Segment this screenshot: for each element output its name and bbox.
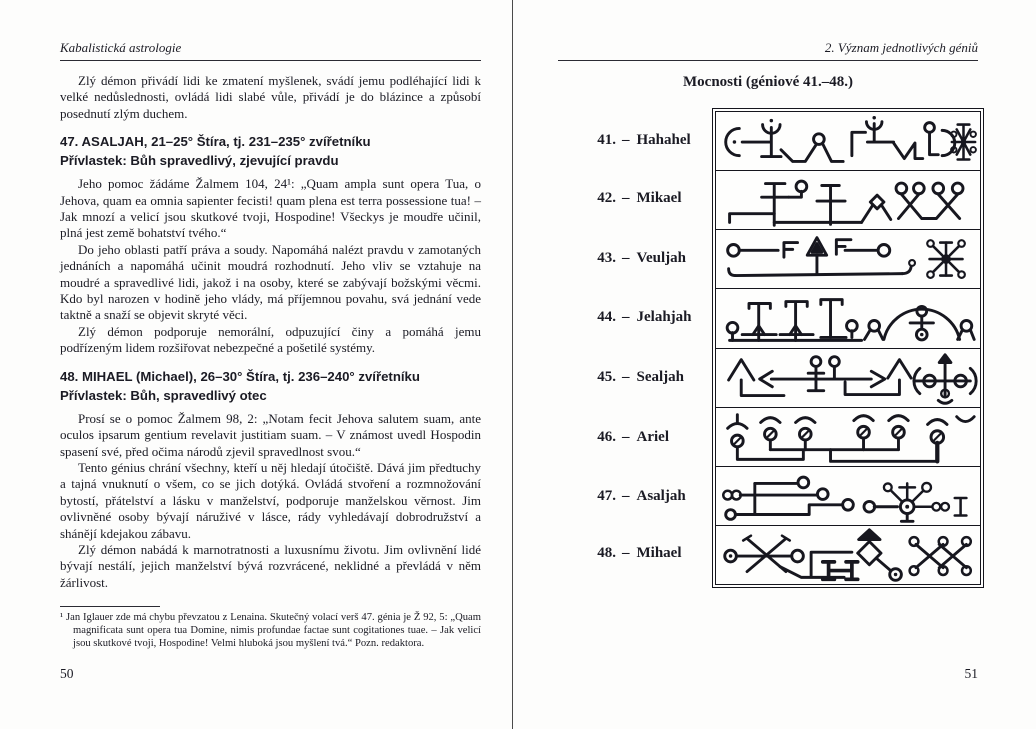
genius-separator: – [622,368,630,385]
genius-separator: – [622,544,630,561]
sigil-veuljah-icon [716,230,980,288]
paragraph: Prosí se o pomoc Žalmem 98, 2: „Notam fecit Jehova salutem suam, ante oculos ipsarum gentium revelavit justitiam suam. – V známost uvedl Hospodin spasení své, před očima národů zjevil spravedlnost svou.“ [60,410,481,459]
sigil-mikael [716,171,980,230]
footnote-rule [60,606,160,607]
sigil-ariel [716,408,980,467]
section-heading-48: 48. MIHAEL (Michael), 26–30° Štíra, tj. 236–240° zvířetníku [60,368,420,384]
genius-separator: – [622,249,630,266]
paragraph: Zlý démon přivádí lidi ke zmatení myšlenek, svádí jemu podléhající lidi k velké nedůslednosti, ovládá lidi slabé vůle, přivádí je do blázince a způsobí posednutí zlým duchem. [60,73,481,121]
sigil-jelahjah [716,289,980,348]
paragraph: Do jeho oblasti patří práva a soudy. Napomáhá nalézt pravdu v zamotaných jednáních a napomáhá učinit moudrá rozhodnutí. Jeho vliv se vztahuje na moudré a spravedlivé lidi, jakož i na osoby, které se zabývají božskými věcmi. Kdo byl narozen v hodině jeho vlády, má příjemnou povahu, svá jednání vede taktně a snaží se objevit skryté věci. [60,241,481,323]
sigil-table [712,108,984,588]
genius-entry-42 [590,188,708,208]
genius-separator: – [622,131,630,148]
sigil-ariel-icon [716,408,980,466]
genius-name: Mihael [636,544,682,561]
left-running-header: Kabalistická astrologie [60,40,481,61]
genius-separator: – [622,428,630,445]
genius-separator: – [622,189,630,206]
page-number-50: 50 [60,666,74,681]
genius-name: Ariel [636,428,669,445]
paragraph: Zlý démon nabádá k marnotratnosti a luxusnímu životu. Jim ovlivnění lidé bývají nestálí, jejich manželství bývá rozvrácené, neklidné a převládá v něm žárlivost. [60,541,481,590]
genius-entry-47 [590,486,708,506]
sigil-asaljah-icon [716,467,980,525]
genius-number: 44. [597,308,616,325]
footnote-text: ¹ Jan Iglauer zde má chybu převzatou z Lenaina. Skutečný volací verš 47. génia je Ž 92, 5: „Quam magnificata sunt opera tua Domine, nimis profundae factae sunt cogitationes tuae. – Jak velicí jsou skutkové tvoji, Hospodine! Velmi hluboká jsou myšlení tvá.“ Pozn. redaktora. [60,612,481,649]
genius-separator: – [622,487,630,504]
left-page [60,40,481,591]
genius-entry-41 [590,130,708,150]
footnote [60,606,481,650]
genius-name: Asaljah [636,487,686,504]
page-gutter-divider [512,0,513,729]
genius-entry-45 [590,367,708,387]
genius-entry-43 [590,248,708,268]
genius-name: Jelahjah [636,308,692,325]
sigil-hahahel-icon [716,112,980,170]
section-subheading-48: Přívlastek: Bůh, spravedlivý otec [60,387,267,403]
genius-separator: – [622,308,630,325]
right-running-header: 2. Význam jednotlivých géniů [558,40,978,61]
genius-name: Mikael [636,189,682,206]
paragraph: Jeho pomoc žádáme Žalmem 104, 24¹: „Quam ampla sunt opera Tua, o Jehova, quam ea omnia sapienter fecisti! quam plena est terra possessione tua! – Jak mnozí a velicí jsou skutkové tvoji, Hospodine! Všeckys je moudře učinil, plná jest země bohatství tvého.“ [60,176,481,241]
genius-number: 47. [597,487,616,504]
sigil-asaljah [716,467,980,526]
genius-number: 45. [597,368,616,385]
section-subheading-47: Přívlastek: Bůh spravedlivý, zjevující pravdu [60,153,339,169]
genius-entry-48 [590,543,708,563]
sigil-jelahjah-icon [716,289,980,347]
sigil-mikael-icon [716,171,980,229]
sigil-sealjah [716,349,980,408]
genius-name: Sealjah [636,368,685,385]
genius-name: Hahahel [636,131,691,148]
page-number-51: 51 [964,666,978,681]
genius-number: 48. [597,544,616,561]
genius-number: 46. [597,428,616,445]
paragraph: Zlý démon podporuje nemorální, odpuzující činy a pomáhá jemu podřízeným lidem rozšiřovat nebezpečné a pošetilé systémy. [60,323,481,356]
sigil-hahahel [716,112,980,171]
genius-entry-46 [590,427,708,447]
genius-name: Veuljah [636,249,686,266]
genius-number: 43. [597,249,616,266]
sigil-mihael [716,526,980,584]
paragraph: Tento génius chrání všechny, kteří u něj hledají útočiště. Dává jim předtuchy a tajná vnuknutí o všem, co se jich dotýká. Ovládá stvoření a rozmnožování bytostí, přátelství a lásku v manželství, podporuje manželskou věrnost. Jim ovlivněné osoby bývají náruživé v lásce, rády vyhledávají dobrodružství a shánějí kdejakou zábavu. [60,459,481,541]
genius-number: 41. [597,131,616,148]
genius-number: 42. [597,189,616,206]
sigil-veuljah [716,230,980,289]
sigil-table-inner-frame [715,111,981,585]
genius-entry-44 [590,307,708,327]
section-heading-47: 47. ASALJAH, 21–25° Štíra, tj. 231–235° zvířetníku [60,134,371,150]
sigil-sealjah-icon [716,349,980,407]
plate-title: Mocnosti (géniové 41.–48.) [683,74,853,90]
sigil-mihael-icon [716,526,980,584]
